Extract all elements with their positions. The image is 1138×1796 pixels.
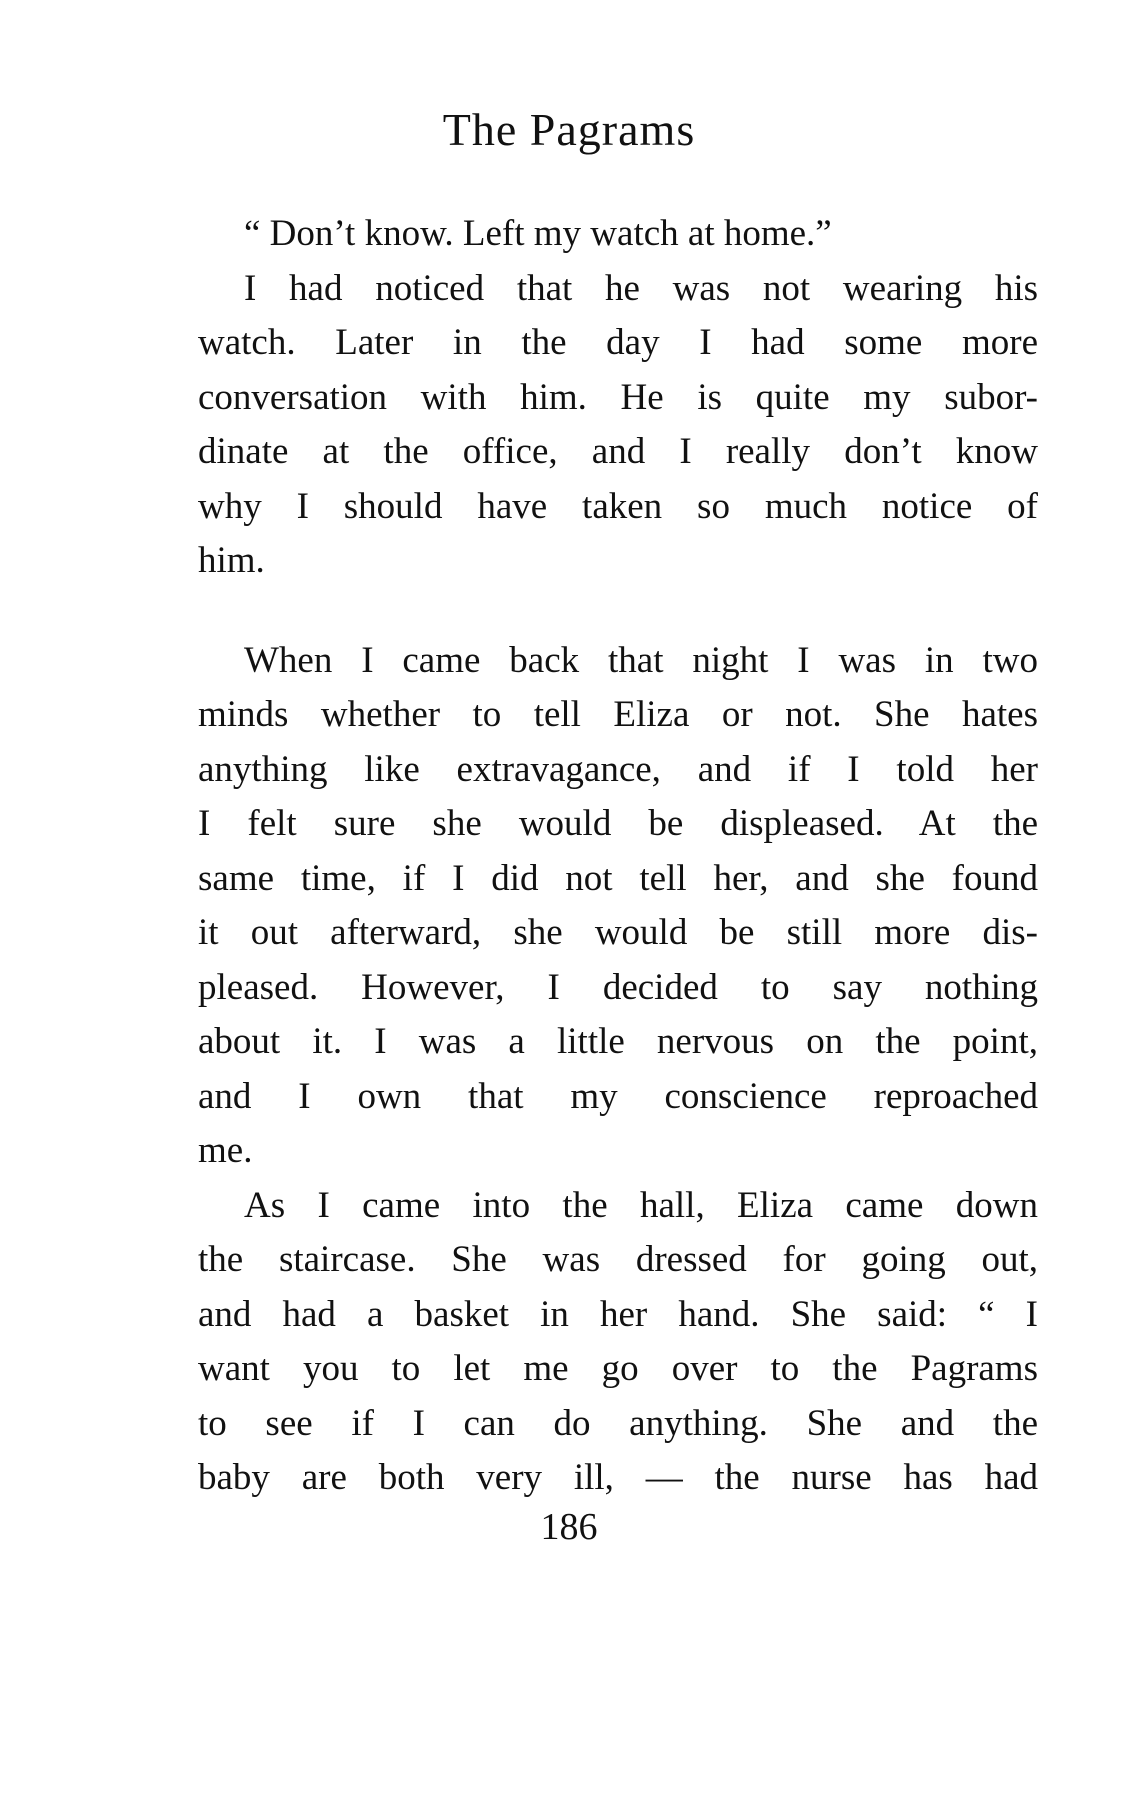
text-line: conversation with him. He is quite my subor- [198, 376, 1038, 418]
text-line: watch. Later in the day I had some more [198, 322, 1038, 363]
text-line: minds whether to tell Eliza or not. She hates [198, 694, 1038, 735]
text-line: I felt sure she would be displeased. At the [198, 803, 1038, 844]
section-break [198, 589, 1038, 634]
text-line: I had noticed that he was not wearing his [244, 267, 1038, 309]
text-line: As I came into the hall, Eliza came down [244, 1184, 1038, 1226]
text-line: the staircase. She was dressed for going out, [198, 1239, 1038, 1280]
text-line: “ Don’t know. Left my watch at home.” [244, 213, 832, 254]
running-head: The Pagrams [442, 104, 696, 155]
text-line: want you to let me go over to the Pagrams [198, 1348, 1038, 1389]
text-line: and had a basket in her hand. She said: “ I [198, 1293, 1038, 1335]
text-line: same time, if I did not tell her, and she found [198, 857, 1038, 899]
text-line: dinate at the office, and I really don’t know [198, 431, 1038, 472]
page-number: 186 [540, 1506, 598, 1548]
text-line: about it. I was a little nervous on the point, [198, 1021, 1038, 1062]
text-line: baby are both very ill, — the nurse has had [198, 1457, 1038, 1498]
text-line: to see if I can do anything. She and the [198, 1402, 1038, 1444]
text-line: it out afterward, she would be still more dis- [198, 912, 1038, 953]
text-line: why I should have taken so much notice of [198, 485, 1038, 527]
text-line: and I own that my conscience reproached [198, 1075, 1038, 1117]
text-line: pleased. However, I decided to say nothing [198, 966, 1038, 1008]
text-line: me. [198, 1130, 253, 1171]
text-line: him. [198, 540, 265, 581]
body-text [198, 207, 1038, 1506]
text-line: When I came back that night I was in two [244, 639, 1038, 681]
text-line: anything like extravagance, and if I told her [198, 748, 1038, 790]
